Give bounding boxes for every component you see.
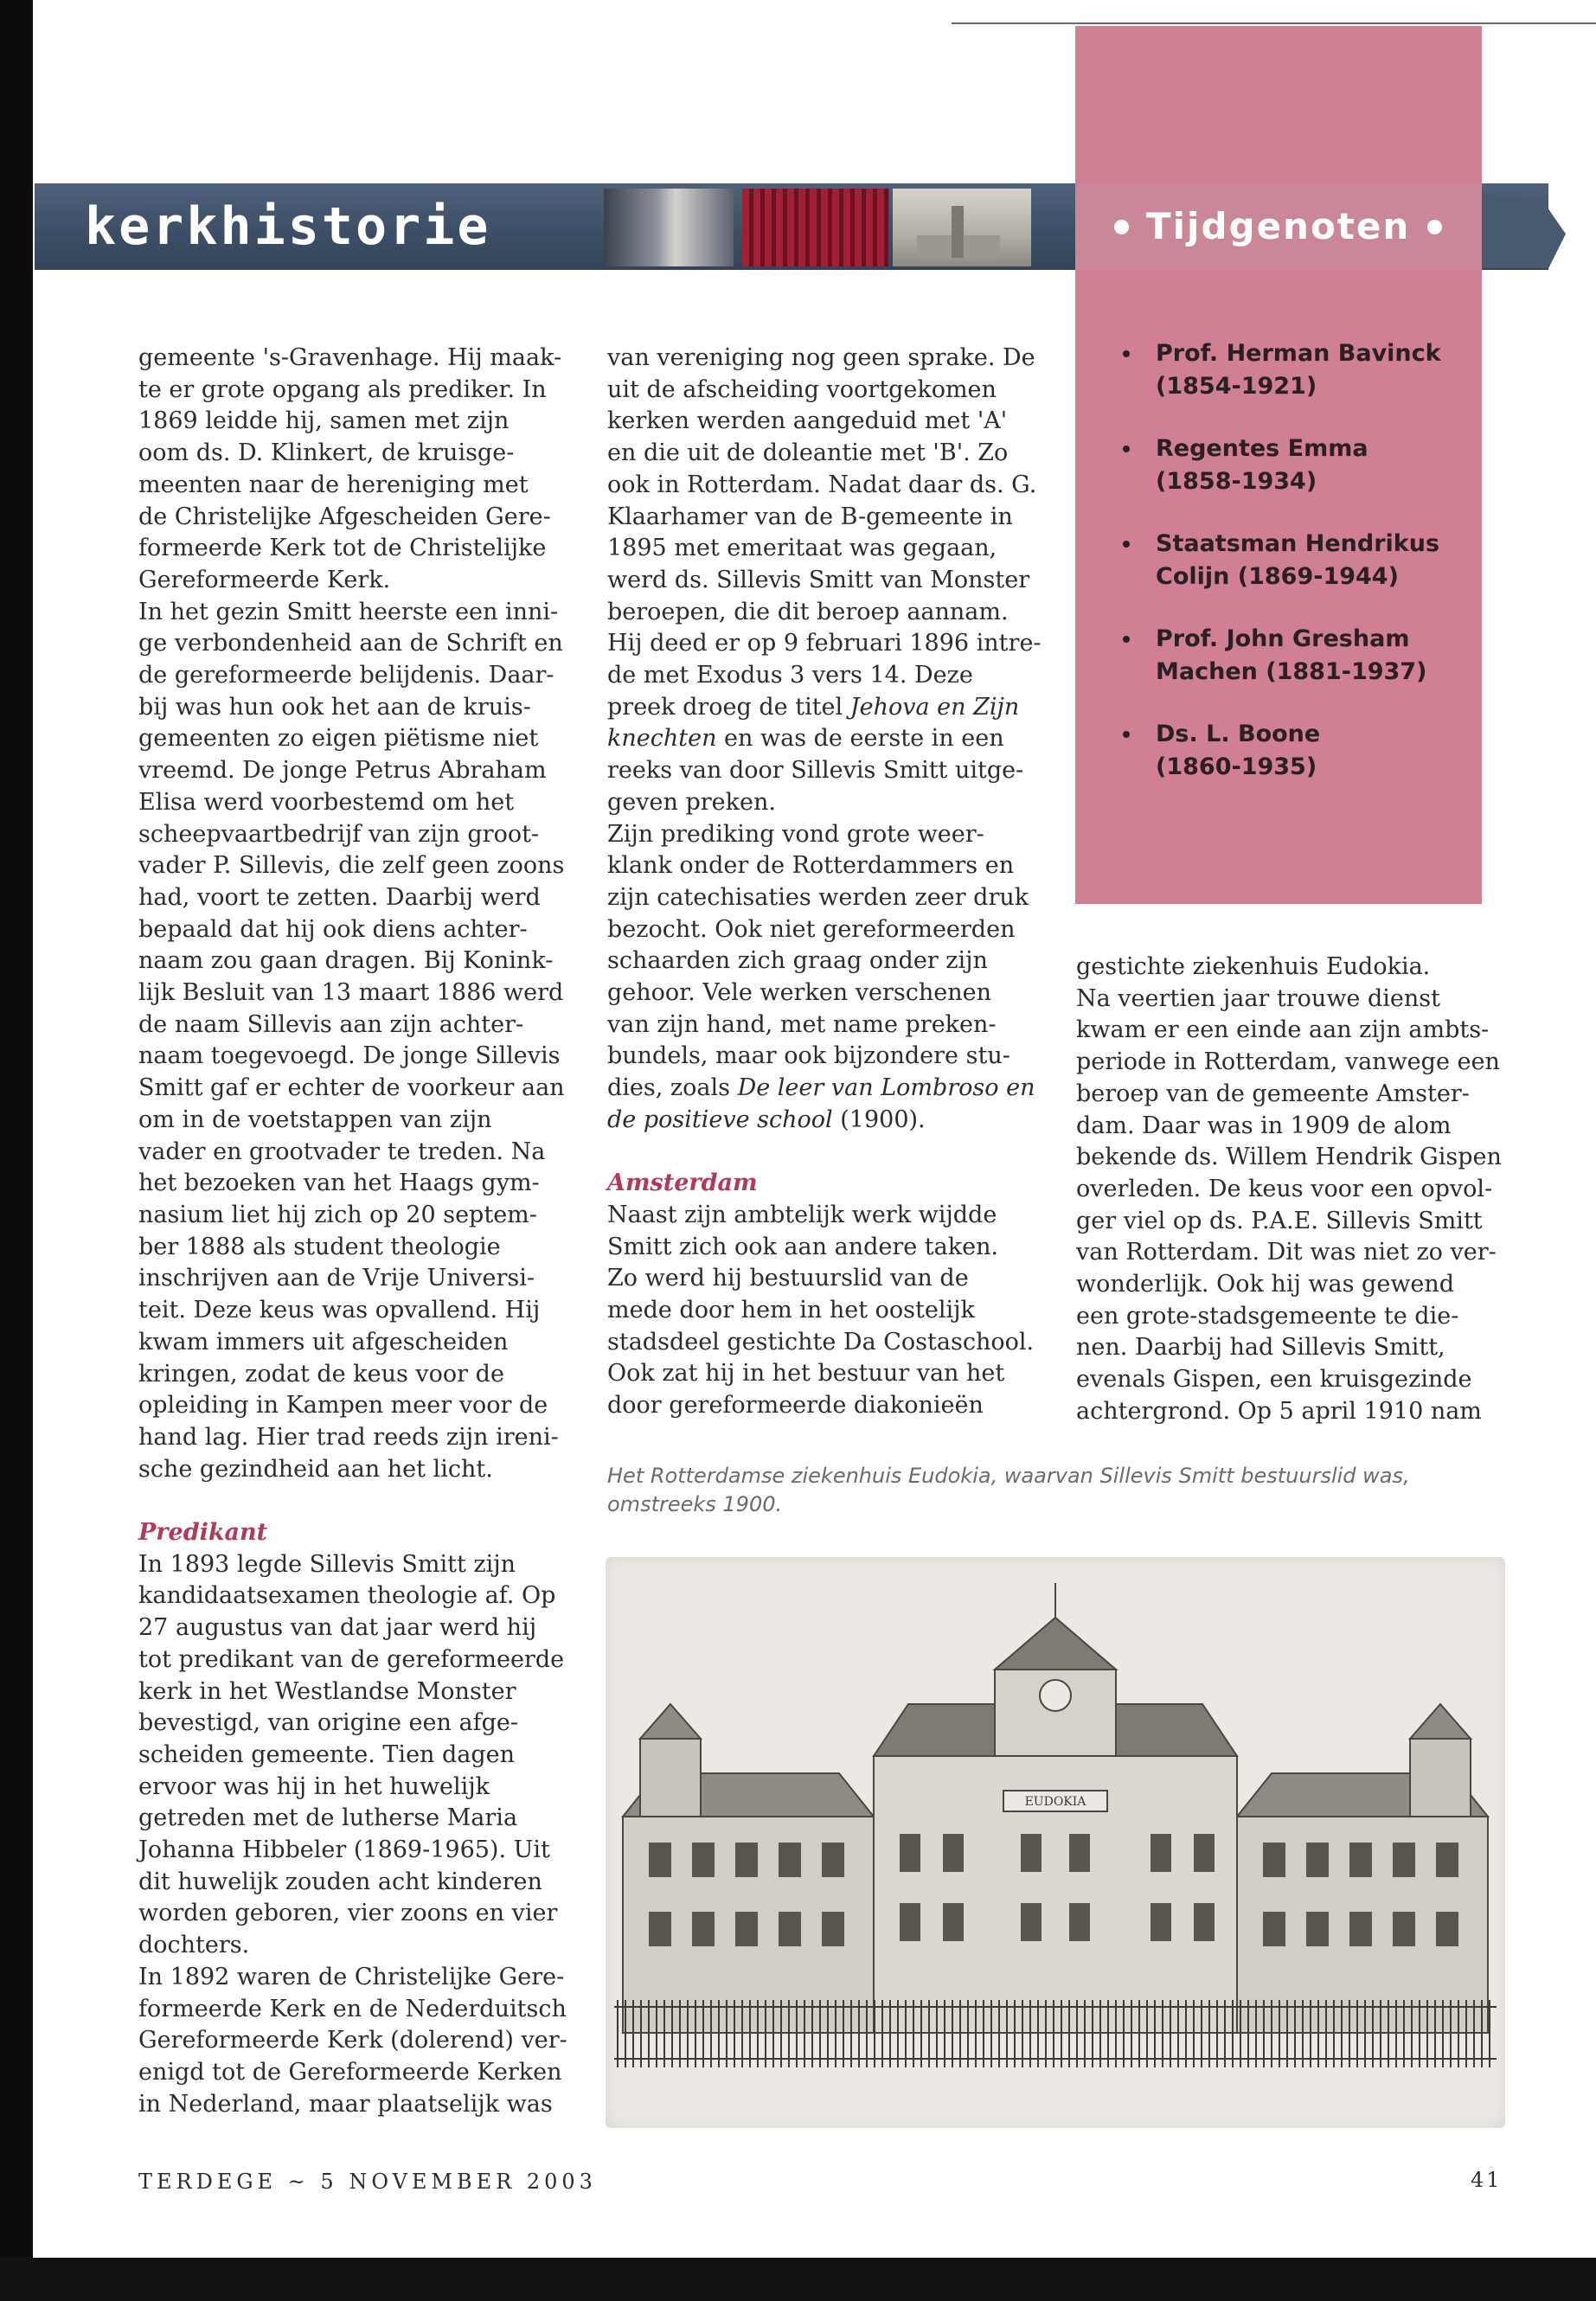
- text-line: kwam er een einde aan zijn ambts-: [1076, 1016, 1490, 1044]
- text-line: van Rotterdam. Dit was niet zo ver-: [1076, 1239, 1497, 1266]
- text-line: had, voort te zetten. Daarbij werd: [138, 883, 541, 911]
- text-line: gehoor. Vele werken verschenen: [607, 979, 992, 1007]
- text-line: In 1893 legde Sillevis Smitt zijn: [138, 1550, 516, 1578]
- text-line: werd ds. Sillevis Smitt van Monster: [607, 566, 1030, 593]
- photo-caption: Het Rotterdamse ziekenhuis Eudokia, waarvan Sillevis Smitt bestuurslid was, omstreeks 1900.: [607, 1464, 1410, 1516]
- text-line: Gereformeerde Kerk (dolerend) ver-: [138, 2027, 567, 2054]
- text-line: In 1892 waren de Christelijke Gere-: [138, 1963, 565, 1990]
- banner-brush-end: [1471, 192, 1566, 268]
- text-line: inschrijven aan de Vrije Universi-: [138, 1265, 535, 1292]
- text-line: formeerde Kerk en de Nederduitsch: [138, 1995, 567, 2022]
- text-line: nasium liet hij zich op 20 septem-: [138, 1201, 537, 1228]
- article-column-1: [138, 343, 567, 2120]
- text-line: periode in Rotterdam, vanwege een: [1076, 1048, 1500, 1076]
- text-line: geven preken.: [607, 788, 776, 816]
- text-line: wonderlijk. Ook hij was gewend: [1076, 1271, 1455, 1298]
- text-line: dochters.: [138, 1932, 250, 1959]
- sidebar-title-text: Tijdgenoten: [1146, 205, 1411, 247]
- text-line: kringen, zodat de keus voor de: [138, 1360, 504, 1388]
- text-line: beroepen, die dit beroep aannam.: [607, 598, 1009, 625]
- text-line: vader P. Sillevis, die zelf geen zoons: [138, 852, 565, 880]
- text-line: ook in Rotterdam. Nadat daar ds. G.: [607, 471, 1037, 498]
- text-line: de met Exodus 3 vers 14. Deze: [607, 662, 973, 689]
- text-line: gemeente 's-Gravenhage. Hij maak-: [138, 344, 562, 371]
- bullet-dot-icon: [1427, 220, 1442, 234]
- text-line: opleiding in Kampen meer voor de: [138, 1392, 548, 1420]
- text-line: meenten naar de hereniging met: [138, 471, 529, 498]
- text-line: achtergrond. Op 5 april 1910 nam: [1076, 1397, 1482, 1425]
- text-line: Zijn prediking vond grote weer-: [607, 820, 984, 848]
- bullet-dot-icon: [1114, 220, 1129, 234]
- text-line: 1895 met emeritaat was gegaan,: [607, 535, 997, 562]
- text-line: ervoor was hij in het huwelijk: [138, 1772, 490, 1800]
- text-line: Johanna Hibbeler (1869-1965). Uit: [138, 1836, 550, 1864]
- article-column-3: [1076, 952, 1502, 1428]
- text-line: Klaarhamer van de B-gemeente in: [607, 503, 1013, 530]
- text-line: Smitt gaf er echter de voorkeur aan: [138, 1074, 565, 1102]
- text-line: kerk in het Westlandse Monster: [138, 1677, 516, 1705]
- text-line: tot predikant van de gereformeerde: [138, 1645, 565, 1673]
- tijdgenoten-list: [1118, 337, 1464, 813]
- column2-paragraph: [607, 1200, 1042, 1422]
- text-line: naam toegevoegd. De jonge Sillevis: [138, 1042, 561, 1070]
- text-line: de Christelijke Afgescheiden Gere-: [138, 503, 551, 530]
- column2-paragraph: [607, 343, 1042, 692]
- text-line: preek droeg de titel Jehova en Zijn: [607, 693, 1020, 721]
- text-line: de gereformeerde belijdenis. Daar-: [138, 662, 554, 689]
- text-line: reeks van door Sillevis Smitt uitge-: [607, 757, 1024, 785]
- text-line: oom ds. D. Klinkert, de kruisge-: [138, 439, 515, 467]
- text-line: bezocht. Ook niet gereformeerden: [607, 915, 1016, 943]
- text-line: In het gezin Smitt heerste een inni-: [138, 598, 559, 625]
- column1-paragraph: [138, 1549, 567, 2121]
- text-line: Zo werd hij bestuurslid van de: [607, 1265, 969, 1292]
- text-line: worden geboren, vier zoons en vier: [138, 1900, 558, 1927]
- subheading-predikant: Predikant: [138, 1519, 268, 1546]
- text-line: kwam immers uit afgescheiden: [138, 1328, 509, 1356]
- text-line: om in de voetstappen van zijn: [138, 1106, 492, 1133]
- text-line: uit de afscheiding voortgekomen: [607, 375, 997, 403]
- text-line: zijn catechisaties werden zeer druk: [607, 883, 1029, 911]
- banner-portrait-photo: [604, 189, 734, 266]
- text-line: en die uit de doleantie met 'B'. Zo: [607, 439, 1009, 467]
- text-line: knechten en was de eerste in een: [607, 725, 1004, 753]
- text-line: door gereformeerde diakonieën: [607, 1392, 984, 1420]
- text-line: ge verbondenheid aan de Schrift en: [138, 630, 563, 657]
- bullet-icon: [1123, 731, 1130, 738]
- bullet-icon: [1123, 350, 1130, 357]
- text-line: vreemd. De jonge Petrus Abraham: [138, 757, 547, 785]
- text-line: 1869 leidde hij, samen met zijn: [138, 407, 510, 435]
- text-line: Na veertien jaar trouwe dienst: [1076, 984, 1440, 1012]
- text-line: schaarden zich graag onder zijn: [607, 947, 988, 975]
- tijdgenoot-item: Staatsman Hendrikus Colijn (1869-1944): [1118, 528, 1464, 593]
- footer-publication: TERDEGE ~ 5 NOVEMBER 2003: [138, 2170, 597, 2194]
- scan-bottom-edge: [0, 2258, 1596, 2301]
- text-line: Elisa werd voorbestemd om het: [138, 788, 515, 816]
- text-line: naam zou gaan dragen. Bij Konink-: [138, 947, 554, 975]
- hospital-sign: EUDOKIA: [1024, 1795, 1086, 1809]
- text-line: de naam Sillevis aan zijn achter-: [138, 1010, 524, 1038]
- text-line: bekende ds. Willem Hendrik Gispen: [1076, 1144, 1502, 1171]
- sermon-title: Jehova en Zijn: [849, 693, 1020, 721]
- text-line: ber 1888 als student theologie: [138, 1233, 501, 1260]
- tijdgenoot-item: Regentes Emma (1858-1934): [1118, 433, 1464, 498]
- page-number: 41: [1471, 2168, 1503, 2192]
- text-line: dies, zoals De leer van Lombroso en: [607, 1074, 1035, 1102]
- text-line: mede door hem in het oostelijk: [607, 1297, 975, 1324]
- text-line: scheepvaartbedrijf van zijn groot-: [138, 820, 540, 848]
- text-line: ger viel op ds. P.A.E. Sillevis Smitt: [1076, 1207, 1483, 1234]
- text-line: Naast zijn ambtelijk werk wijdde: [607, 1201, 997, 1228]
- text-line: sche gezindheid aan het licht.: [138, 1455, 493, 1483]
- text-line: getreden met de lutherse Maria: [138, 1804, 518, 1832]
- text-line: evenals Gispen, een kruisgezinde: [1076, 1366, 1472, 1394]
- text-line: bepaald dat hij ook diens achter-: [138, 915, 528, 943]
- text-line: een grote-stadsgemeente te die-: [1076, 1302, 1459, 1330]
- text-line: van zijn hand, met name preken-: [607, 1010, 997, 1038]
- scan-left-edge: [0, 0, 33, 2301]
- column1-paragraph: [138, 343, 567, 1485]
- text-line: dit huwelijk zouden acht kinderen: [138, 1868, 542, 1895]
- section-title: kerkhistorie: [85, 196, 491, 257]
- column2-paragraph: [607, 755, 1042, 1073]
- subheading-amsterdam: Amsterdam: [607, 1170, 758, 1197]
- text-line: Ook zat hij in het bestuur van het: [607, 1360, 1005, 1388]
- text-line: hand lag. Hier trad reeds zijn ireni-: [138, 1423, 559, 1451]
- column3-paragraph: [1076, 952, 1502, 1428]
- sermon-title: knechten: [607, 725, 717, 753]
- text-line: 27 augustus van dat jaar werd hij: [138, 1614, 537, 1642]
- text-line: klank onder de Rotterdammers en: [607, 852, 1015, 880]
- text-line: formeerde Kerk tot de Christelijke: [138, 535, 547, 562]
- text-line: de positieve school (1900).: [607, 1106, 926, 1133]
- text-line: overleden. De keus voor een opvol-: [1076, 1175, 1493, 1202]
- text-line: lijk Besluit van 13 maart 1886 werd: [138, 979, 564, 1007]
- bullet-icon: [1123, 541, 1130, 548]
- text-line: gemeenten zo eigen piëtisme niet: [138, 725, 539, 753]
- bullet-icon: [1123, 636, 1130, 643]
- text-line: vader en grootvader te treden. Na: [138, 1138, 546, 1165]
- book-title: de positieve school: [607, 1106, 833, 1133]
- text-line: kerken werden aangeduid met 'A': [607, 407, 1008, 435]
- hospital-drawing: [606, 1557, 1505, 2128]
- tijdgenoot-item: Ds. L. Boone (1860-1935): [1118, 718, 1464, 784]
- text-line: nen. Daarbij had Sillevis Smitt,: [1076, 1334, 1445, 1362]
- text-line: in Nederland, maar plaatselijk was: [138, 2090, 553, 2118]
- hospital-illustration: [606, 1557, 1505, 2128]
- text-line: te er grote opgang als prediker. In: [138, 375, 547, 403]
- text-line: kandidaatsexamen theologie af. Op: [138, 1582, 556, 1610]
- text-line: Smitt zich ook aan andere taken.: [607, 1233, 999, 1260]
- text-line: bij was hun ook het aan de kruis-: [138, 693, 531, 721]
- article-column-2: [607, 343, 1042, 1422]
- text-line: bundels, maar ook bijzondere stu-: [607, 1042, 1010, 1070]
- text-line: stadsdeel gestichte Da Costaschool.: [607, 1328, 1035, 1356]
- text-line: bevestigd, van origine een afge-: [138, 1709, 518, 1737]
- tijdgenoot-item: Prof. John Gresham Machen (1881-1937): [1118, 623, 1464, 689]
- book-title: De leer van Lombroso en: [737, 1074, 1035, 1102]
- text-line: Hij deed er op 9 februari 1896 intre-: [607, 630, 1042, 657]
- banner-organ-photo: [742, 189, 889, 266]
- text-line: Gereformeerde Kerk.: [138, 566, 391, 593]
- text-line: dam. Daar was in 1909 de alom: [1076, 1112, 1452, 1139]
- church-photo-tower: [952, 206, 964, 258]
- tijdgenoot-item: Prof. Herman Bavinck (1854-1921): [1118, 337, 1464, 403]
- bullet-icon: [1123, 445, 1130, 452]
- sidebar-title: [1097, 192, 1460, 261]
- text-line: scheiden gemeente. Tien dagen: [138, 1740, 516, 1768]
- text-line: gestichte ziekenhuis Eudokia.: [1076, 953, 1431, 980]
- top-rule: [952, 22, 1596, 24]
- text-line: teit. Deze keus was opvallend. Hij: [138, 1297, 541, 1324]
- text-line: enigd tot de Gereformeerde Kerken: [138, 2058, 562, 2086]
- text-line: het bezoeken van het Haags gym-: [138, 1170, 540, 1197]
- text-line: van vereniging nog geen sprake. De: [607, 344, 1035, 371]
- text-line: beroep van de gemeente Amster-: [1076, 1080, 1470, 1107]
